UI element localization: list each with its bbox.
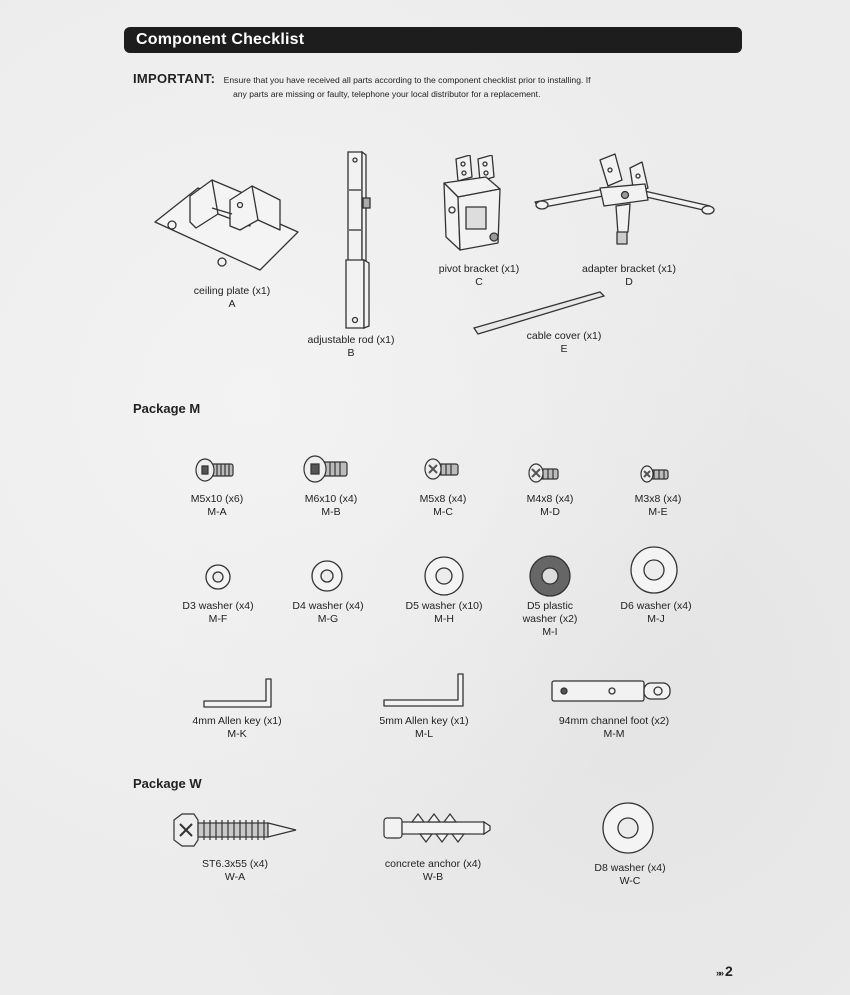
part-code: M-H xyxy=(434,613,454,625)
washer-icon xyxy=(309,558,345,594)
part-code: M-A xyxy=(207,506,227,518)
part-name: M3x8 (x4) xyxy=(634,493,682,505)
part-name: cable cover (x1) xyxy=(526,330,602,342)
adapter-bracket-illustration xyxy=(530,150,725,250)
part-label-adjustable-rod xyxy=(308,334,395,360)
part-name: washer (x2) xyxy=(522,613,578,625)
important-label: IMPORTANT: xyxy=(133,71,216,86)
part-label-screw xyxy=(305,493,358,519)
screw-icon xyxy=(526,460,562,488)
part-code: A xyxy=(228,298,236,310)
part-code: M-M xyxy=(603,728,625,740)
part-name: D5 plastic xyxy=(526,600,574,612)
part-label-adapter-bracket xyxy=(582,263,676,289)
allen-key-icon xyxy=(200,675,275,711)
part-code: M-G xyxy=(317,613,339,625)
part-label-screw xyxy=(191,493,244,519)
part-name: M5x10 (x6) xyxy=(190,493,244,505)
part-name: D5 washer (x10) xyxy=(405,600,483,612)
part-code: D xyxy=(625,276,633,288)
part-label-allen-key xyxy=(192,715,281,741)
part-name: M4x8 (x4) xyxy=(526,493,574,505)
washer-icon xyxy=(628,544,680,596)
important-text-line-1: Ensure that you have received all parts according to the component checklist prior to installing. If xyxy=(223,75,591,85)
part-name: 4mm Allen key (x1) xyxy=(192,715,282,727)
page-number xyxy=(716,963,733,979)
part-code: M-F xyxy=(208,613,228,625)
part-label-screw xyxy=(420,493,467,519)
part-name: M6x10 (x4) xyxy=(304,493,358,505)
part-label-washer xyxy=(292,600,363,626)
part-name: 94mm channel foot (x2) xyxy=(558,715,670,727)
part-code: C xyxy=(475,276,483,288)
part-name: D8 washer (x4) xyxy=(594,862,666,874)
part-name: D3 washer (x4) xyxy=(182,600,254,612)
concrete-anchor-icon xyxy=(382,810,492,846)
part-label-ceiling-plate xyxy=(194,285,270,311)
part-code: M-I xyxy=(542,626,558,638)
adjustable-rod-illustration xyxy=(335,150,380,330)
part-name: adjustable rod (x1) xyxy=(307,334,395,346)
page-number-value: 2 xyxy=(725,963,733,979)
part-code: B xyxy=(347,347,355,359)
package-m-title: Package M xyxy=(133,401,201,416)
washer-icon xyxy=(203,562,233,592)
part-name: adapter bracket (x1) xyxy=(582,263,676,275)
washer-icon xyxy=(600,800,656,856)
part-label-washer xyxy=(405,600,482,626)
part-code: M-C xyxy=(433,506,453,518)
page-arrows-icon: »» xyxy=(716,968,723,978)
part-code: E xyxy=(560,343,568,355)
part-code: M-J xyxy=(647,613,665,625)
allen-key-icon xyxy=(380,670,468,710)
part-code: W-A xyxy=(224,871,246,883)
washer-icon xyxy=(422,554,466,598)
part-label-washer xyxy=(182,600,253,626)
part-code: M-E xyxy=(648,506,668,518)
part-label-washer xyxy=(620,600,691,626)
page-title: Component Checklist xyxy=(136,31,305,48)
part-name: D4 washer (x4) xyxy=(292,600,364,612)
part-label-washer xyxy=(594,862,665,888)
screw-icon xyxy=(638,462,672,488)
part-code: W-C xyxy=(619,875,641,887)
lag-screw-icon xyxy=(172,812,300,848)
part-name: M5x8 (x4) xyxy=(419,493,467,505)
part-label-cable-cover xyxy=(527,330,602,356)
part-code: M-L xyxy=(414,728,434,740)
pivot-bracket-illustration xyxy=(438,155,508,255)
important-text-line-2: any parts are missing or faulty, telephone your local distributor for a replacement. xyxy=(233,89,541,99)
section-header-bar xyxy=(124,27,742,53)
part-code: M-K xyxy=(227,728,247,740)
screw-icon xyxy=(422,455,462,485)
channel-foot-icon xyxy=(550,677,675,705)
part-name: ceiling plate (x1) xyxy=(193,285,271,297)
important-notice xyxy=(133,70,743,99)
part-name: 5mm Allen key (x1) xyxy=(379,715,469,727)
part-name: D6 washer (x4) xyxy=(620,600,692,612)
part-label-plastic-washer xyxy=(523,600,578,639)
part-code: M-D xyxy=(540,506,560,518)
part-label-lag-screw xyxy=(202,858,268,884)
part-label-pivot-bracket xyxy=(439,263,520,289)
part-label-screw xyxy=(527,493,574,519)
package-w-title: Package W xyxy=(133,776,202,791)
plastic-washer-icon xyxy=(527,553,573,599)
part-name: ST6.3x55 (x4) xyxy=(202,858,268,870)
part-code: W-B xyxy=(422,871,444,883)
part-label-channel-foot xyxy=(559,715,669,741)
part-code: M-B xyxy=(321,506,341,518)
part-label-concrete-anchor xyxy=(385,858,481,884)
screw-icon xyxy=(302,452,352,486)
part-name: pivot bracket (x1) xyxy=(438,263,520,275)
part-label-allen-key xyxy=(379,715,468,741)
part-label-screw xyxy=(635,493,682,519)
ceiling-plate-illustration xyxy=(150,170,305,275)
part-name: concrete anchor (x4) xyxy=(384,858,482,870)
screw-icon xyxy=(193,455,238,485)
